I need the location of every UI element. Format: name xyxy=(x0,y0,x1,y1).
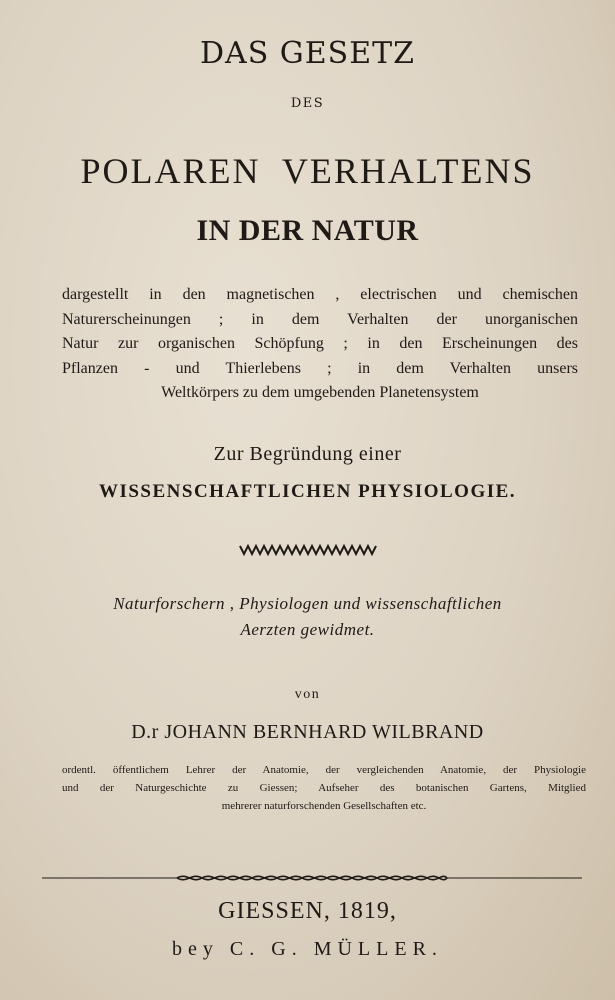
title-line-1: DAS GESETZ xyxy=(200,36,415,71)
dedication-line-1: Naturforschern , Physiologen und wissenschaftlichen xyxy=(113,594,502,613)
description-line: Pflanzen - und Thierlebens ; in dem Verhalten unsers xyxy=(62,359,578,377)
dedication-line-2: Aerzten gewidmet. xyxy=(240,620,375,639)
imprint-place-year: GIESSEN, 1819, xyxy=(218,898,397,924)
description-line: Weltkörpers zu dem umgebenden Planetensystem xyxy=(161,384,479,401)
credential-line: ordentl. öffentlichem Lehrer der Anatomie, der vergleichenden Anatomie, der Physiologie xyxy=(62,764,586,776)
author-by: von xyxy=(294,687,321,702)
purpose-line-1: Zur Begründung einer xyxy=(213,443,402,465)
ornament-divider xyxy=(0,541,615,560)
title-line-4: IN DER NATUR xyxy=(196,214,419,247)
decorative-rule xyxy=(42,870,582,890)
author-name: D.r JOHANN BERNHARD WILBRAND xyxy=(131,721,484,743)
imprint-publisher: bey C. G. MÜLLER. xyxy=(172,938,443,960)
author-credentials xyxy=(62,761,586,815)
credential-line: mehrerer naturforschenden Gesellschaften etc. xyxy=(221,800,427,812)
purpose-line-2: WISSENSCHAFTLICHEN PHYSIOLOGIE. xyxy=(98,481,517,502)
description-line: dargestellt in den magnetischen , electrischen und chemischen xyxy=(62,286,578,303)
description xyxy=(62,283,578,406)
title-line-3: POLAREN VERHALTENS xyxy=(80,151,535,191)
description-line: Natur zur organischen Schöpfung ; in den Erscheinungen des xyxy=(62,335,578,352)
title-line-2: DES xyxy=(290,96,325,111)
description-line: Naturerscheinungen ; in dem Verhalten der unorganischen xyxy=(62,310,578,328)
credential-line: und der Naturgeschichte zu Giessen; Aufseher des botanischen Gartens, Mitglied xyxy=(62,782,586,794)
